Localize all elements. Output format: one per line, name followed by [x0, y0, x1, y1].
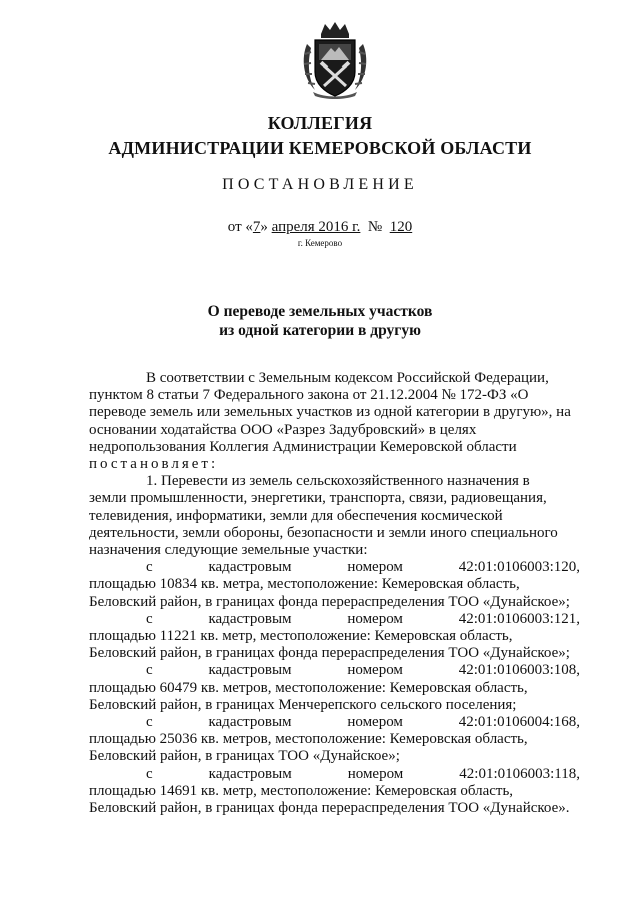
- parcel-area-line: площадью 60479 кв. метров, местоположение: Кемеровская область,: [89, 679, 528, 696]
- intro-line: пунктом 8 статьи 7 Федерального закона от 21.12.2004 № 172-ФЗ «О: [89, 387, 529, 404]
- parcel-item: [89, 559, 580, 611]
- parcel-cadastre-line: с кадастровым номером 42:01:0106003:120,: [146, 559, 580, 576]
- parcel-item: [89, 714, 580, 766]
- parcel-cadastre-line: с кадастровым номером 42:01:0106003:118,: [146, 765, 580, 782]
- parcel-location-line: Беловский район, в границах фонда перераспределения ТОО «Дунайское».: [89, 800, 570, 817]
- coat-of-arms-icon: [297, 20, 373, 100]
- decree-word: постановляет:: [89, 456, 219, 473]
- org-name-line2: АДМИНИСТРАЦИИ КЕМЕРОВСКОЙ ОБЛАСТИ: [108, 138, 532, 158]
- parcel-location-line: Беловский район, в границах фонда перераспределения ТОО «Дунайское»;: [89, 593, 570, 610]
- title-line1: О переводе земельных участков: [207, 303, 433, 320]
- org-name-line1: КОЛЛЕГИЯ: [267, 113, 373, 133]
- item1-line: телевидения, информатики, земли для обеспечения космической: [89, 507, 503, 524]
- document-number: 120: [389, 219, 413, 235]
- parcel-area-line: площадью 11221 кв. метр, местоположение: Кемеровская область,: [89, 628, 513, 645]
- parcel-location-line: Беловский район, в границах фонда перераспределения ТОО «Дунайское»;: [89, 645, 570, 662]
- parcel-item: [89, 611, 580, 663]
- parcel-area-line: площадью 25036 кв. метров, местоположение: Кемеровская область,: [89, 731, 528, 748]
- parcel-cadastre-line: с кадастровым номером 42:01:0106003:108,: [146, 662, 580, 679]
- parcel-area-line: площадью 14691 кв. метр, местоположение: Кемеровская область,: [89, 782, 514, 799]
- intro-line: основании ходатайства ООО «Разрез Задубровский» в целях: [89, 421, 477, 438]
- item1-line: земли промышленности, энергетики, транспорта, связи, радиовещания,: [89, 490, 547, 507]
- date-mid: »: [260, 219, 272, 235]
- parcel-cadastre-line: с кадастровым номером 42:01:0106003:121,: [146, 610, 580, 627]
- parcel-cadastre-line: с кадастровым номером 42:01:0106004:168,: [146, 714, 580, 731]
- document-body: [89, 370, 580, 817]
- parcel-item: [89, 662, 580, 714]
- parcel-location-line: Беловский район, в границах Менчерепского сельского поселения;: [89, 696, 517, 713]
- document-type: ПОСТАНОВЛЕНИЕ: [222, 176, 418, 193]
- item1-line: 1. Перевести из земель сельскохозяйственного назначения в: [146, 473, 530, 490]
- intro-line: переводе земель или земельных участков из одной категории в другую», на: [89, 404, 571, 421]
- item1-line: деятельности, земли обороны, безопасности и земли иного специального: [89, 524, 558, 541]
- date-day: 7: [252, 219, 261, 235]
- date-line: [0, 219, 640, 236]
- number-sign: №: [367, 219, 383, 235]
- city: г. Кемерово: [297, 238, 343, 248]
- parcel-item: [89, 766, 580, 818]
- intro-line: В соответствии с Земельным кодексом Российской Федерации,: [146, 370, 549, 386]
- item1-line: назначения следующие земельные участки:: [89, 542, 368, 559]
- intro-line: недропользования Коллегия Администрации Кемеровской области: [89, 438, 517, 455]
- date-prefix: от «: [227, 219, 253, 235]
- title-line2: из одной категории в другую: [219, 322, 421, 339]
- date-month-year: апреля 2016 г.: [271, 219, 361, 235]
- parcel-location-line: Беловский район, в границах ТОО «Дунайское»;: [89, 748, 400, 765]
- parcel-area-line: площадью 10834 кв. метра, местоположение: Кемеровская область,: [89, 576, 520, 593]
